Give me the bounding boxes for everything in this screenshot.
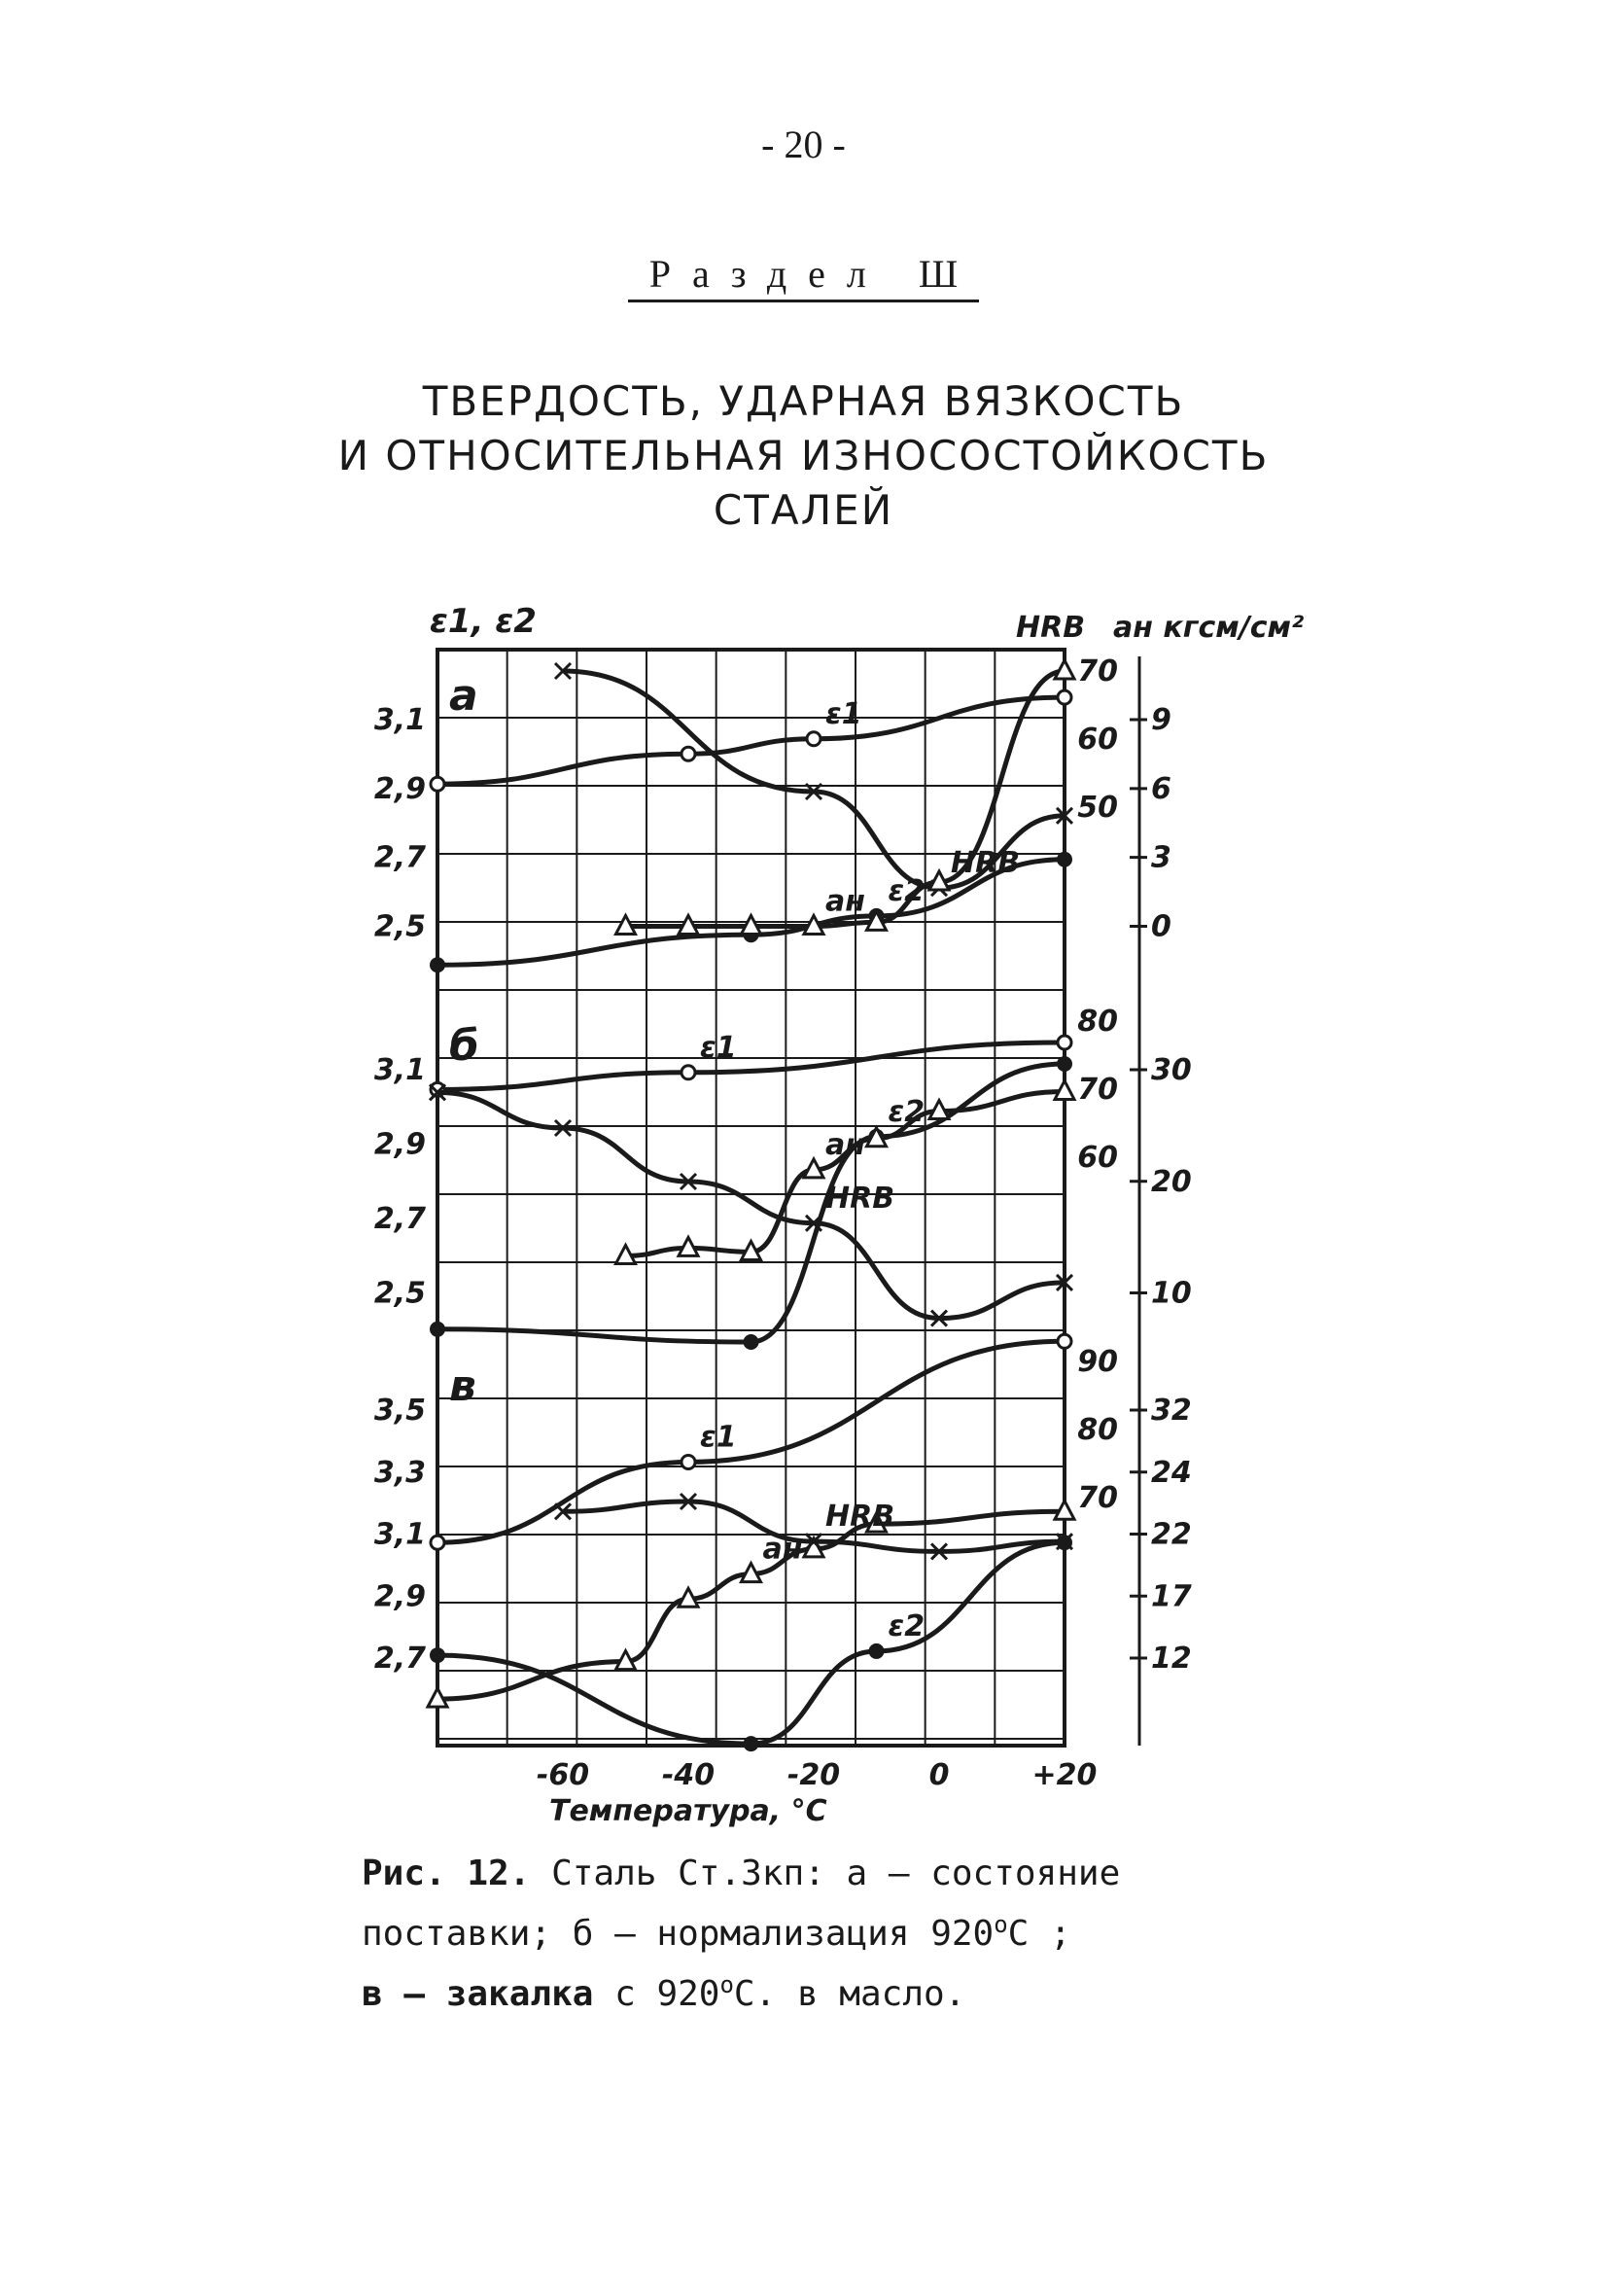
- eps-tick-label: 2,9: [373, 1579, 426, 1614]
- hrb-tick-label: 80: [1077, 1413, 1118, 1447]
- title-line-1: ТВЕРДОСТЬ, УДАРНАЯ ВЯЗКОСТЬ: [422, 377, 1185, 425]
- marker-open-circle: [807, 732, 821, 746]
- caption-line-3-end: С. в масло.: [733, 1974, 966, 2014]
- caption-line-1: [362, 1848, 1237, 1899]
- hrb-axis-label: HRB: [1016, 611, 1086, 645]
- caption-line-3: [362, 1960, 1237, 2020]
- an-tick-label: 12: [1151, 1642, 1192, 1676]
- series-label: ε1: [700, 1030, 737, 1065]
- caption-degree-2: o: [719, 1971, 734, 1998]
- eps-tick-label: 2,5: [373, 909, 426, 944]
- eps-tick-label: 3,1: [373, 1053, 426, 1087]
- left-axis-label: ε1, ε2: [430, 602, 537, 641]
- eps-tick-label: 3,5: [373, 1394, 426, 1428]
- marker-open-circle: [431, 1536, 444, 1549]
- an-tick-label: 20: [1151, 1164, 1192, 1199]
- series-label: HRB: [825, 1181, 895, 1216]
- eps-tick-label: 3,1: [373, 1517, 426, 1552]
- marker-filled-dot: [1057, 852, 1072, 867]
- panel-label: б: [449, 1021, 479, 1071]
- an-tick-label: 30: [1151, 1053, 1192, 1087]
- title-line-3: СТАЛЕЙ: [713, 486, 894, 534]
- x-tick-label: +20: [1031, 1758, 1098, 1792]
- caption-degree-1: o: [994, 1911, 1008, 1938]
- hrb-tick-label: 70: [1077, 654, 1118, 689]
- marker-filled-dot: [430, 1647, 445, 1663]
- panel-label: в: [449, 1361, 476, 1411]
- hrb-tick-label: 60: [1077, 1141, 1118, 1175]
- eps-tick-label: 3,3: [373, 1455, 426, 1490]
- marker-open-circle: [681, 1066, 695, 1079]
- an-tick-label: 24: [1151, 1455, 1192, 1490]
- series-label: HRB: [825, 1500, 895, 1535]
- an-axis-label: aн кгсм/см²: [1113, 611, 1305, 645]
- section-heading-text: Раздел Ш: [628, 252, 980, 302]
- eps-tick-label: 2,7: [373, 1642, 426, 1676]
- marker-filled-dot: [430, 957, 445, 972]
- an-tick-label: 3: [1151, 840, 1171, 875]
- caption-line-1-text: Сталь Ст.3кп: а – состояние: [530, 1854, 1121, 1893]
- marker-open-circle: [431, 777, 444, 791]
- panel-label: a: [449, 671, 478, 721]
- marker-filled-dot: [744, 1736, 759, 1751]
- x-tick-label: 0: [928, 1758, 950, 1792]
- series-label: ε2: [888, 1608, 926, 1643]
- hrb-tick-label: 50: [1077, 791, 1118, 825]
- series-label: aн: [825, 1127, 865, 1162]
- series-label: HRB: [951, 846, 1021, 881]
- an-tick-label: 17: [1151, 1579, 1192, 1614]
- marker-open-circle: [1058, 690, 1071, 704]
- eps-tick-label: 2,9: [373, 771, 426, 806]
- an-tick-label: 22: [1151, 1517, 1192, 1552]
- marker-filled-dot: [744, 1334, 759, 1350]
- x-axis-label: Температура, °C: [549, 1794, 827, 1828]
- an-tick-label: 6: [1151, 771, 1171, 806]
- marker-filled-dot: [1057, 1535, 1072, 1550]
- series-label: ε2: [888, 1094, 926, 1129]
- eps-tick-label: 2,9: [373, 1127, 426, 1162]
- series-label: aн: [825, 884, 865, 919]
- series-label: ε1: [700, 1420, 737, 1455]
- series-line-ε1: [437, 697, 1065, 784]
- hrb-tick-label: 90: [1077, 1345, 1118, 1379]
- caption-line-3-text: с 920: [593, 1974, 720, 2014]
- eps-tick-label: 2,7: [373, 840, 426, 875]
- hrb-tick-label: 70: [1077, 1073, 1118, 1107]
- eps-tick-label: 3,1: [373, 703, 426, 737]
- series-line-ε1: [437, 1042, 1065, 1089]
- title-line-2: И ОТНОСИТЕЛЬНАЯ ИЗНОСОСТОЙКОСТЬ: [337, 432, 1270, 479]
- hrb-tick-label: 80: [1077, 1005, 1118, 1039]
- series-label: aн: [762, 1532, 803, 1567]
- eps-tick-label: 2,5: [373, 1276, 426, 1311]
- marker-open-circle: [681, 1455, 695, 1468]
- an-tick-label: 0: [1151, 909, 1171, 944]
- series-line-ε1: [437, 1341, 1065, 1542]
- eps-tick-label: 2,7: [373, 1202, 426, 1236]
- an-tick-label: 9: [1151, 703, 1171, 737]
- an-tick-label: 32: [1151, 1394, 1192, 1428]
- hrb-tick-label: 60: [1077, 723, 1118, 757]
- caption-fig-number: Рис. 12.: [362, 1854, 531, 1893]
- marker-open-circle: [1058, 1334, 1071, 1348]
- x-tick-label: -60: [536, 1758, 590, 1792]
- caption-line-2-end: С ;: [1007, 1914, 1071, 1954]
- caption-line-2-text: поставки; б – нормализация 920: [362, 1914, 995, 1954]
- an-tick-label: 10: [1151, 1276, 1192, 1311]
- page-number: - 20 -: [761, 123, 846, 166]
- caption-line-2: [362, 1899, 1237, 1960]
- marker-filled-dot: [869, 1643, 885, 1659]
- marker-open-circle: [1058, 1036, 1071, 1049]
- marker-open-circle: [681, 747, 695, 760]
- x-tick-label: -40: [661, 1758, 716, 1792]
- x-tick-label: -20: [786, 1758, 841, 1792]
- series-label: ε2: [888, 873, 926, 908]
- hrb-tick-label: 70: [1077, 1481, 1118, 1515]
- caption-line-3-lead: в – закалка: [362, 1974, 594, 2014]
- marker-filled-dot: [1057, 1056, 1072, 1072]
- figure-caption: [362, 1848, 1237, 2020]
- series-label: ε1: [825, 696, 862, 731]
- marker-filled-dot: [430, 1322, 445, 1337]
